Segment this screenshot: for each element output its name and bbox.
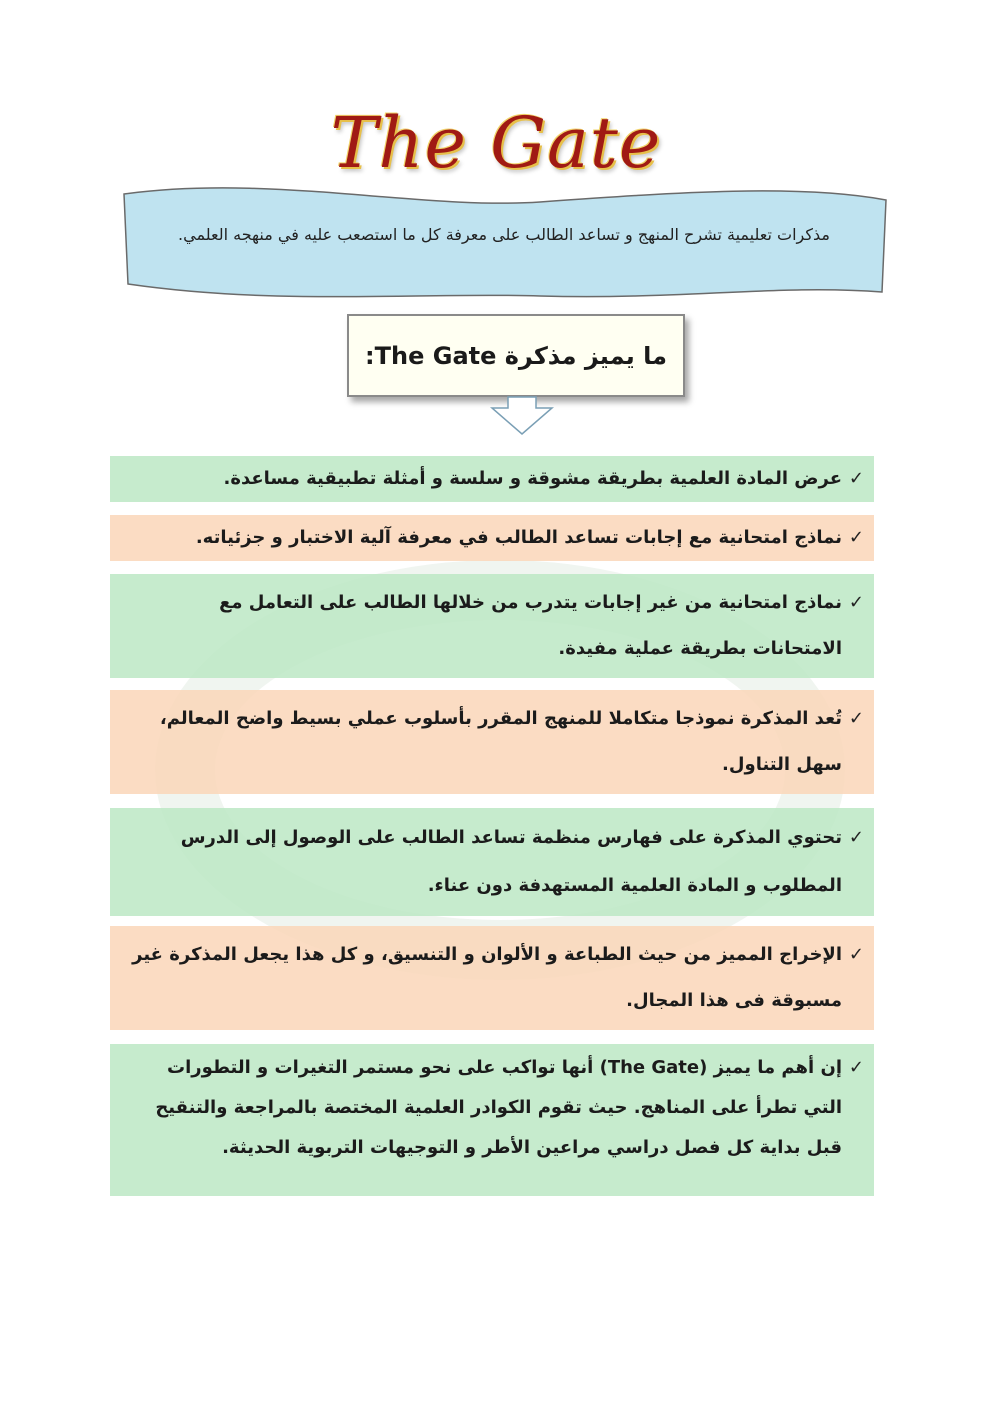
feature-item <box>110 926 874 1030</box>
feature-item-text: تُعد المذكرة نموذجا متكاملا للمنهج المقرر بأسلوب عملي بسيط واضح المعالم، سهل التناول. <box>159 708 842 775</box>
feature-item <box>110 515 874 561</box>
banner-text: مذكرات تعليمية تشرح المنهج و تساعد الطالب على معرفة كل ما استصعب عليه في منهجه العلمي. <box>178 225 830 244</box>
feature-item-text: إن أهم ما يميز (The Gate) أنها تواكب على نحو مستمر التغيرات و التطورات التي تطرأ على المناهج. حيث تقوم الكوادر العلمية المختصة بالمراجعة والتنقيح قبل بداية كل فصل دراسي مراعين الأطر و التوجيهات التربوية الحديثة. <box>155 1057 842 1158</box>
feature-item <box>110 456 874 502</box>
feature-item <box>110 574 874 678</box>
check-icon: ✓ <box>848 827 864 848</box>
features-heading: ما يميز مذكرة The Gate: <box>365 341 667 370</box>
logo-title: The Gate <box>330 102 662 184</box>
feature-item-text: نماذج امتحانية من غير إجابات يتدرب من خلالها الطالب على التعامل مع الامتحانات بطريقة عملية مفيدة. <box>219 592 842 659</box>
feature-item <box>110 690 874 794</box>
check-icon: ✓ <box>848 527 864 548</box>
feature-item-text: نماذج امتحانية مع إجابات تساعد الطالب في معرفة آلية الاختبار و جزئياته. <box>195 527 842 548</box>
feature-item <box>110 808 874 916</box>
check-icon: ✓ <box>848 592 864 613</box>
check-icon: ✓ <box>848 708 864 729</box>
down-arrow-icon <box>490 396 554 436</box>
check-icon: ✓ <box>848 1057 864 1078</box>
check-icon: ✓ <box>848 468 864 489</box>
features-heading-box <box>347 314 685 397</box>
feature-item-text: عرض المادة العلمية بطريقة مشوقة و سلسة و أمثلة تطبيقية مساعدة. <box>223 468 842 489</box>
feature-item-text: الإخراج المميز من حيث الطباعة و الألوان و التنسيق، و كل هذا يجعل المذكرة غير مسبوقة فى هذا المجال. <box>132 944 842 1011</box>
feature-item-text: تحتوي المذكرة على فهارس منظمة تساعد الطالب على الوصول إلى الدرس المطلوب و المادة العلمية المستهدفة دون عناء. <box>180 827 842 896</box>
check-icon: ✓ <box>848 944 864 965</box>
feature-item <box>110 1044 874 1196</box>
